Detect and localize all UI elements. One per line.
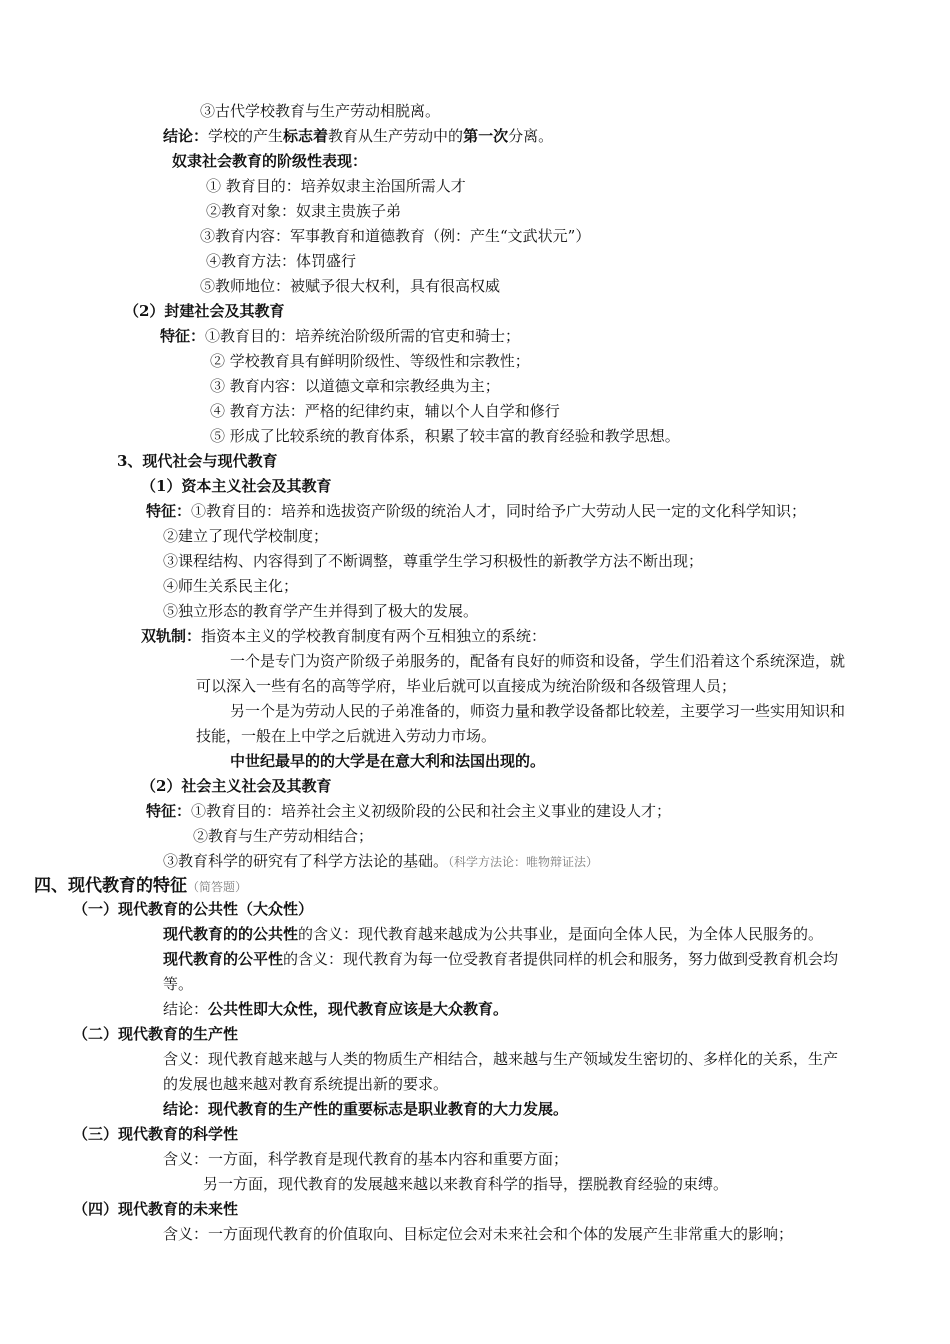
text-span: 学校的产生 xyxy=(208,127,284,145)
feature-line xyxy=(146,500,806,522)
annotation-note: （科学方法论：唯物辩证法） xyxy=(448,855,599,869)
feature-label: 特征： xyxy=(146,802,192,820)
section-heading: （三）现代教育的科学性 xyxy=(73,1125,239,1143)
text-span: 的含义：现代教育为每一位受教育者提供同样的机会和服务，努力做到受教育机会均 xyxy=(283,950,839,968)
term: 现代教育的公平性 xyxy=(163,950,284,968)
list-item: ⑤ 形成了比较系统的教育体系，积累了较丰富的教育经验和教学思想。 xyxy=(210,427,680,445)
text-span: ①教育目的：培养社会主义初级阶段的公民和社会主义事业的建设人才； xyxy=(191,802,672,820)
paragraph-line xyxy=(163,923,823,945)
text-line: ③古代学校教育与生产劳动相脱离。 xyxy=(200,102,441,120)
chapter-title: 四、现代教育的特征 xyxy=(34,876,187,896)
text-span: 标志着 xyxy=(283,127,329,145)
section-heading: （2）社会主义社会及其教育 xyxy=(141,777,332,795)
text-span: ③教育科学的研究有了科学方法论的基础。 xyxy=(163,852,449,870)
paragraph-line: 等。 xyxy=(163,975,194,993)
conclusion-line: 结论：现代教育的生产性的重要标志是职业教育的大力发展。 xyxy=(163,1100,569,1118)
feature-label: 特征： xyxy=(160,327,206,345)
section-heading: （2）封建社会及其教育 xyxy=(124,302,285,320)
paragraph-line: 一个是专门为资产阶级子弟服务的，配备有良好的师资和设备，学生们沿着这个系统深造，就 xyxy=(230,652,846,670)
section-heading: （1）资本主义社会及其教育 xyxy=(141,477,332,495)
text-span: ①教育目的：培养统治阶级所需的官吏和骑士； xyxy=(205,327,521,345)
feature-label: 特征： xyxy=(146,502,192,520)
conclusion-line xyxy=(163,125,553,147)
paragraph-line: 含义：一方面，科学教育是现代教育的基本内容和重要方面； xyxy=(163,1150,569,1168)
list-item: ②教育与生产劳动相结合； xyxy=(193,827,374,845)
text-span: 教育从生产劳动中的 xyxy=(328,127,464,145)
list-item: ③ 教育内容：以道德文章和宗教经典为主； xyxy=(210,377,500,395)
paragraph-line: 另一个是为劳动人民的子弟准备的，师资力量和教学设备都比较差，主要学习一些实用知识和 xyxy=(230,702,846,720)
list-item: ④教育方法：体罚盛行 xyxy=(206,252,357,270)
text-span: 公共性即大众性，现代教育应该是大众教育。 xyxy=(208,1000,509,1018)
list-item: ③教育内容：军事教育和道德教育（例：产生“文武状元”） xyxy=(200,227,591,245)
text-span: 第一次 xyxy=(463,127,509,145)
emphasis-line: 中世纪最早的的大学是在意大利和法国出现的。 xyxy=(230,752,546,770)
text-span: 的含义：现代教育越来越成为公共事业，是面向全体人民，为全体人民服务的。 xyxy=(298,925,824,943)
subheading: 奴隶社会教育的阶级性表现： xyxy=(172,152,368,170)
list-item: ②教育对象：奴隶主贵族子弟 xyxy=(206,202,402,220)
paragraph-line xyxy=(163,948,838,970)
list-item: ④ 教育方法：严格的纪律约束，辅以个人自学和修行 xyxy=(210,402,560,420)
section-heading: （二）现代教育的生产性 xyxy=(73,1025,239,1043)
conclusion-label: 结论： xyxy=(163,127,209,145)
paragraph-line: 技能，一般在上中学之后就进入劳动力市场。 xyxy=(196,727,497,745)
question-type-note: （简答题） xyxy=(187,880,248,894)
text-span: 分离。 xyxy=(508,127,554,145)
paragraph-line: 另一方面，现代教育的发展越来越以来教育科学的指导，摆脱教育经验的束缚。 xyxy=(203,1175,729,1193)
paragraph-line: 可以深入一些有名的高等学府，毕业后就可以直接成为统治阶级和各级管理人员； xyxy=(196,677,737,695)
list-item: ⑤教师地位：被赋予很大权利，具有很高权威 xyxy=(200,277,501,295)
list-item: ② 学校教育具有鲜明阶级性、等级性和宗教性； xyxy=(210,352,530,370)
list-item: ③课程结构、内容得到了不断调整，尊重学生学习积极性的新教学方法不断出现； xyxy=(163,552,704,570)
dual-track-label: 双轨制： xyxy=(141,627,202,645)
list-item: ① 教育目的：培养奴隶主治国所需人才 xyxy=(206,177,466,195)
section-heading: 3、现代社会与现代教育 xyxy=(117,452,278,470)
list-item: ②建立了现代学校制度； xyxy=(163,527,329,545)
section-heading: （一）现代教育的公共性（大众性） xyxy=(73,900,314,918)
conclusion-line xyxy=(163,998,508,1020)
text-span: ①教育目的：培养和选拔资产阶级的统治人才，同时给予广大劳动人民一定的文化科学知识； xyxy=(191,502,807,520)
text-span: 指资本主义的学校教育制度有两个互相独立的系统： xyxy=(201,627,547,645)
section-heading: （四）现代教育的未来性 xyxy=(73,1200,239,1218)
paragraph-line: 含义：一方面现代教育的价值取向、目标定位会对未来社会和个体的发展产生非常重大的影响； xyxy=(163,1225,794,1243)
term: 现代教育的的公共性 xyxy=(163,925,299,943)
list-item: ⑤独立形态的教育学产生并得到了极大的发展。 xyxy=(163,602,479,620)
list-item xyxy=(163,850,598,872)
feature-line xyxy=(146,800,671,822)
paragraph-line: 的发展也越来越对教育系统提出新的要求。 xyxy=(163,1075,449,1093)
conclusion-label: 结论： xyxy=(163,1000,209,1018)
list-item: ④师生关系民主化； xyxy=(163,577,299,595)
chapter-heading xyxy=(34,874,247,898)
feature-line xyxy=(160,325,520,347)
dual-track-line xyxy=(141,625,546,647)
paragraph-line: 含义：现代教育越来越与人类的物质生产相结合，越来越与生产领域发生密切的、多样化的关系，生产 xyxy=(163,1050,839,1068)
